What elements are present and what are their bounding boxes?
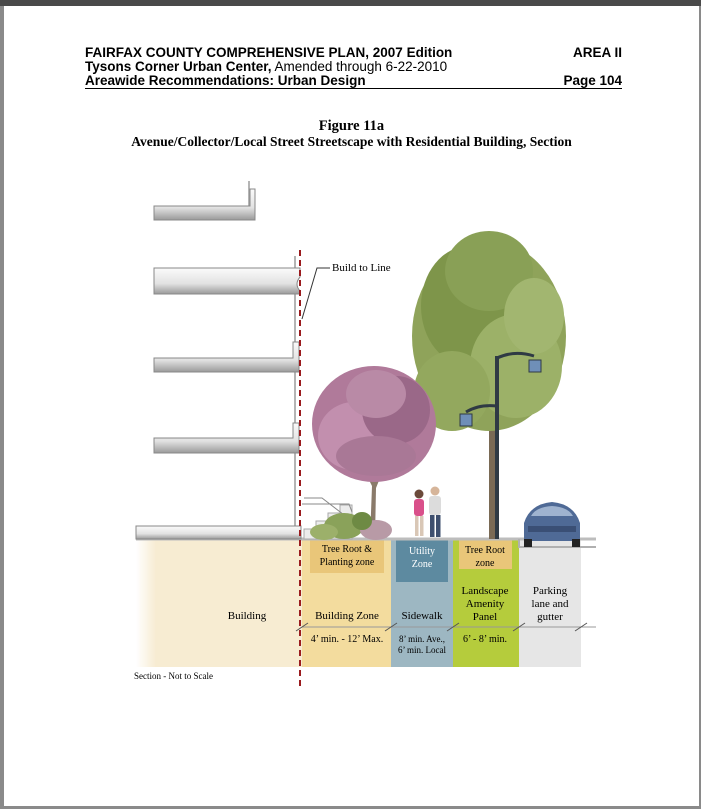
plan-title: FAIRFAX COUNTY COMPREHENSIVE PLAN, 2007 Edition bbox=[85, 45, 453, 60]
parking-label-3: gutter bbox=[537, 611, 563, 623]
label-sidewalk: Sidewalk bbox=[401, 610, 443, 622]
parking-label-2: lane and bbox=[531, 598, 569, 610]
building-zone-dimension: 4’ min. - 12’ Max. bbox=[310, 634, 384, 645]
area-label: AREA II bbox=[572, 45, 622, 60]
pedestrian-man bbox=[429, 487, 441, 538]
tree-root-label-1: Tree Root bbox=[465, 545, 505, 556]
landscape-dimension: 6’ - 8’ min. bbox=[462, 634, 508, 645]
not-to-scale-note: Section - Not to Scale bbox=[134, 671, 213, 681]
document-page bbox=[4, 6, 699, 806]
pedestrian-woman bbox=[414, 490, 424, 537]
label-building-zone: Building Zone bbox=[315, 610, 379, 622]
streetscape-section-figure bbox=[4, 6, 699, 806]
build-to-line-label: Build to Line bbox=[332, 262, 391, 274]
subtitle-bold: Tysons Corner Urban Center, bbox=[85, 59, 272, 74]
tree-root-planting-label-2: Planting zone bbox=[319, 557, 375, 568]
balcony-slab bbox=[154, 342, 299, 372]
tree-root-label-2: zone bbox=[475, 558, 495, 569]
planting-shrubs bbox=[310, 512, 392, 540]
ground-slab bbox=[136, 526, 301, 539]
utility-label-1: Utility bbox=[408, 546, 436, 557]
sidewalk-dimension-2: 6’ min. Local bbox=[397, 645, 447, 655]
label-building: Building bbox=[227, 610, 267, 622]
tree-root-planting-label-1: Tree Root & bbox=[321, 544, 373, 555]
section-title: Areawide Recommendations: Urban Design bbox=[85, 73, 366, 88]
figure-caption: Avenue/Collector/Local Street Streetscape with Residential Building, Section bbox=[131, 134, 572, 149]
page-number: Page 104 bbox=[563, 73, 622, 88]
balcony-slab bbox=[154, 268, 300, 294]
parking-label-1: Parking bbox=[532, 585, 568, 597]
utility-label-2: Zone bbox=[411, 559, 433, 570]
building-fade bbox=[136, 539, 216, 667]
balcony-slab bbox=[154, 189, 255, 220]
landscape-label-1: Landscape bbox=[461, 585, 509, 597]
balcony-slab bbox=[154, 423, 299, 453]
subtitle-rest: Amended through 6-22-2010 bbox=[271, 59, 448, 74]
parked-car bbox=[524, 502, 580, 547]
sidewalk-dimension-1: 8’ min. Ave., bbox=[399, 634, 445, 644]
build-to-line-leader bbox=[302, 268, 330, 319]
figure-number: Figure 11a bbox=[318, 118, 385, 134]
landscape-label-2: Amenity bbox=[465, 598, 505, 610]
landscape-label-3: Panel bbox=[472, 611, 498, 623]
